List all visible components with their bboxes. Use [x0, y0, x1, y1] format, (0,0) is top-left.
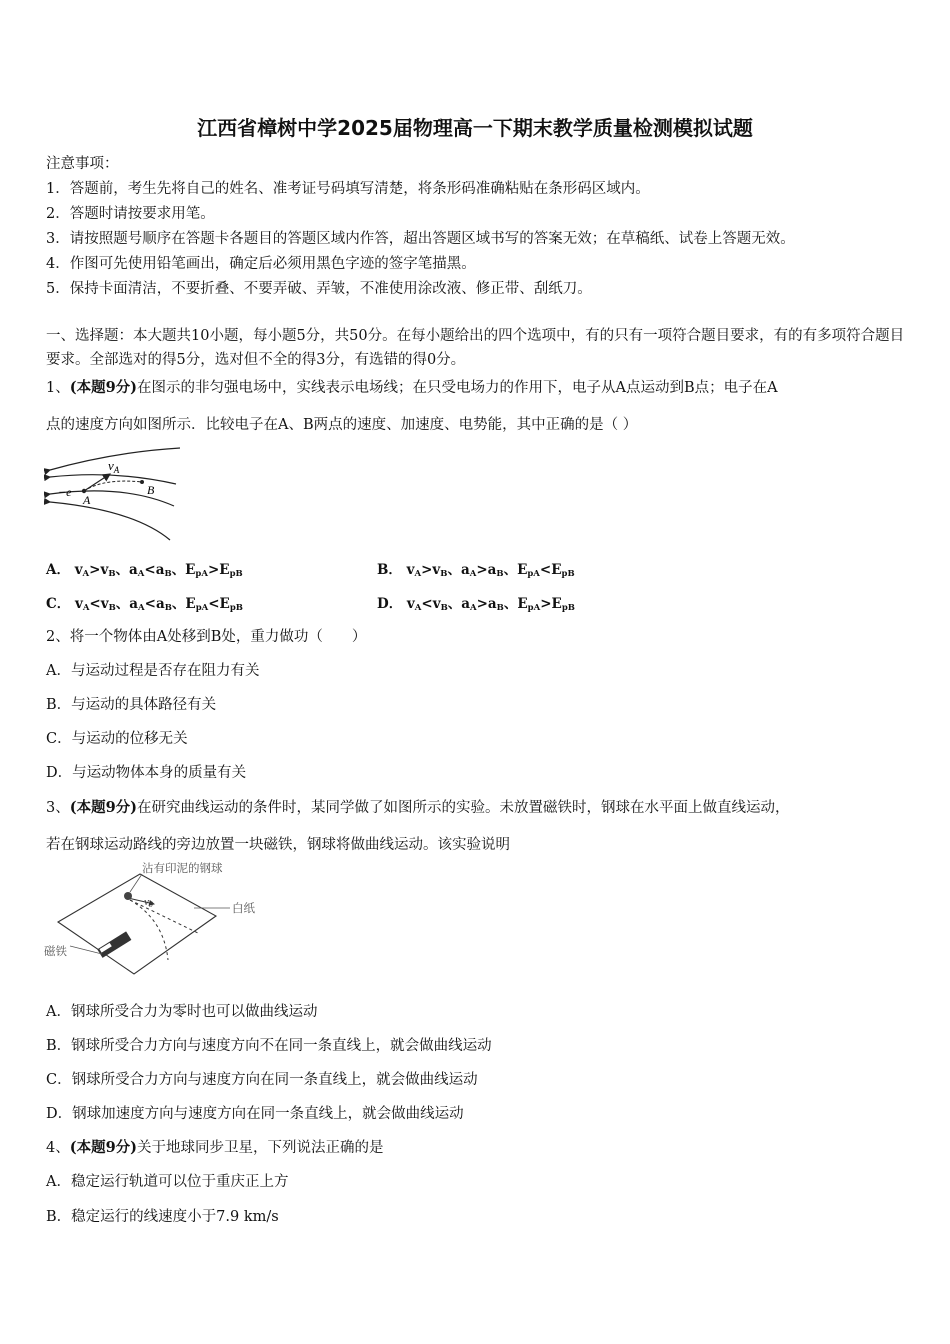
q3-stem-text: 在研究曲线运动的条件时，某同学做了如图所示的实验。未放置磁铁时，钢球在水平面上做直线运动， — [137, 800, 790, 816]
notice-item: 5．保持卡面清洁，不要折叠、不要弄破、弄皱，不准使用涂改液、修正带、刮纸刀。 — [46, 281, 592, 297]
q3-option-b[interactable]: B．钢球所受合力方向与速度方向不在同一条直线上，就会做曲线运动 — [46, 1038, 492, 1054]
velocity-arrow — [84, 474, 110, 491]
white-paper-sheet — [58, 874, 216, 974]
notice-item: 2．答题时请按要求用笔。 — [46, 206, 215, 222]
q3-option-d[interactable]: D．钢球加速度方向与速度方向在同一条直线上，就会做曲线运动 — [46, 1106, 464, 1122]
q1-stem-line1 — [46, 376, 778, 397]
q2-option-c[interactable]: C．与运动的位移无关 — [46, 731, 188, 747]
q2-option-b[interactable]: B．与运动的具体路径有关 — [46, 697, 217, 713]
electron-trajectory — [84, 481, 142, 491]
notice-heading: 注意事项： — [46, 156, 119, 172]
charge-label: −e — [58, 485, 72, 499]
q4-stem-text: 关于地球同步卫星，下列说法正确的是 — [137, 1140, 384, 1156]
v0-label: v0 — [144, 896, 153, 909]
point-a-label: A — [83, 493, 91, 507]
q3-stem-line1 — [46, 796, 790, 817]
q4-number: 4、 — [46, 1140, 70, 1156]
q1-option-a[interactable]: A． $v_A>v_B$、$a_A<a_B$、$E_{pA}>E_{pB}$ — [46, 562, 243, 579]
q1-stem-line2: 点的速度方向如图所示．比较电子在A、B两点的速度、加速度、电势能，其中正确的是（ ） — [46, 417, 638, 433]
ball-label: 沾有印泥的钢球 — [142, 861, 223, 875]
velocity-label: $v_A$ — [108, 458, 120, 475]
q4-option-a[interactable]: A．稳定运行轨道可以位于重庆正上方 — [46, 1174, 289, 1190]
q2-stem: 2、将一个物体由A处移到B处，重力做功（ ） — [46, 629, 367, 645]
magnet-block — [97, 931, 131, 957]
notice-item: 4．作图可先使用铅笔画出，确定后必须用黑色字迹的签字笔描黑。 — [46, 256, 476, 272]
q3-number: 3、 — [46, 800, 70, 816]
curved-path — [130, 900, 168, 960]
q1-stem-text: 在图示的非匀强电场中，实线表示电场线；在只受电场力的作用下，电子从A点运动到B点；电子在A — [137, 380, 778, 396]
q1-option-b[interactable]: B． $v_A>v_B$、$a_A>a_B$、$E_{pA}<E_{pB}$ — [377, 562, 575, 579]
q2-option-d[interactable]: D．与运动物体本身的质量有关 — [46, 765, 247, 781]
magnet-experiment-figure — [44, 860, 274, 984]
q1-points: (本题9分) — [69, 379, 138, 396]
q3-option-c[interactable]: C．钢球所受合力方向与速度方向在同一条直线上，就会做曲线运动 — [46, 1072, 478, 1088]
paper-label: 白纸 — [232, 901, 255, 915]
q1-option-c[interactable]: C． $v_A<v_B$、$a_A<a_B$、$E_{pA}<E_{pB}$ — [46, 596, 243, 613]
point-b-label: B — [147, 483, 155, 497]
q1-option-d[interactable]: D． $v_A<v_B$、$a_A>a_B$、$E_{pA}>E_{pB}$ — [377, 596, 575, 613]
q4-stem — [46, 1136, 384, 1157]
q3-option-a[interactable]: A．钢球所受合力为零时也可以做曲线运动 — [46, 1004, 318, 1020]
page-title: 江西省樟树中学2025届物理高一下期末教学质量检测模拟试题 — [197, 116, 753, 140]
point-b-dot — [140, 480, 144, 484]
q1-number: 1、 — [46, 380, 70, 396]
q4-points: (本题9分) — [69, 1139, 138, 1156]
steel-ball — [124, 892, 132, 900]
notice-item: 1．答题前，考生先将自己的姓名、准考证号码填写清楚，将条形码准确粘贴在条形码区域内。 — [46, 181, 650, 197]
magnet-label: 磁铁 — [44, 944, 67, 958]
notice-item: 3．请按照题号顺序在答题卡各题目的答题区域内作答，超出答题区域书写的答案无效；在草稿纸、试卷上答题无效。 — [46, 231, 795, 247]
section-intro: 一、选择题：本大题共10小题，每小题5分，共50分。在每小题给出的四个选项中，有的只有一项符合题目要求，有的有多项符合题目要求。全部选对的得5分，选对但不全的得3分，有选错的得0分。 — [46, 328, 905, 368]
straight-path — [130, 900, 200, 934]
electric-field-figure — [44, 444, 184, 544]
q2-option-a[interactable]: A．与运动过程是否存在阻力有关 — [46, 663, 260, 679]
field-line — [50, 475, 176, 484]
q4-option-b[interactable]: B．稳定运行的线速度小于7.9 km/s — [46, 1209, 279, 1225]
q3-points: (本题9分) — [69, 799, 138, 816]
field-line — [50, 502, 170, 540]
q3-stem-line2: 若在钢球运动路线的旁边放置一块磁铁，钢球将做曲线运动。该实验说明 — [46, 837, 510, 853]
magnet-leader-line — [70, 946, 102, 954]
